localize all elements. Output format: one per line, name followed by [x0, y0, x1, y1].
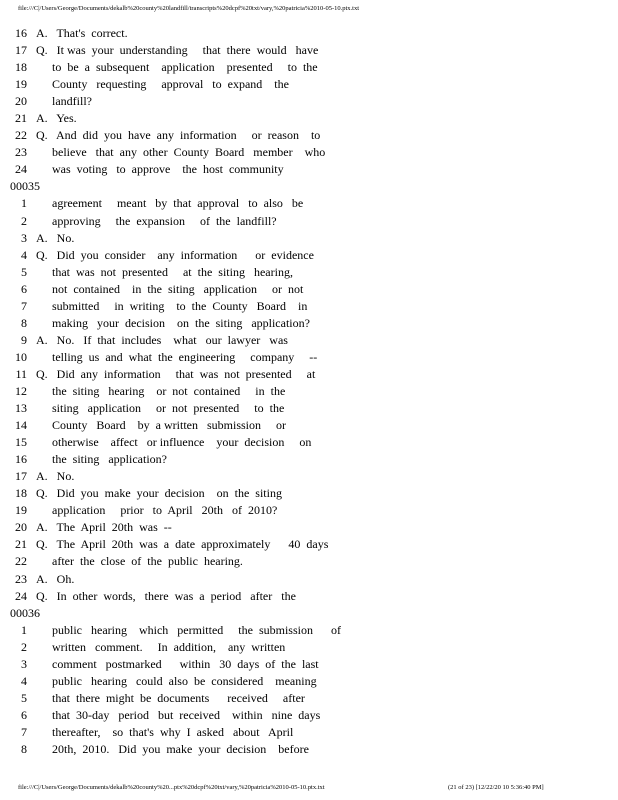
- transcript-line: [10, 110, 610, 127]
- page-footer: [18, 784, 608, 791]
- transcript-line: [10, 690, 610, 707]
- page-marker: [10, 605, 610, 622]
- line-text: A. Yes.: [36, 111, 77, 126]
- line-text: 20th, 2010. Did you make your decision before: [52, 741, 309, 756]
- line-text: believe that any other County Board member who: [52, 145, 326, 160]
- line-text: siting application or not presented to the: [52, 401, 285, 416]
- line-text: Q. Did any information that was not presented at: [36, 366, 316, 381]
- transcript-line: [10, 332, 610, 349]
- transcript-line: [10, 59, 610, 76]
- transcript-line: [10, 195, 610, 212]
- line-number: 2: [21, 213, 27, 228]
- transcript-line: [10, 451, 610, 468]
- line-text: Q. Did you make your decision on the siting: [36, 486, 282, 501]
- transcript-line: [10, 298, 610, 315]
- transcript-line: [10, 247, 610, 264]
- transcript-line: [10, 264, 610, 281]
- line-number: 21: [15, 111, 27, 126]
- line-number: 6: [21, 281, 27, 296]
- line-number: 6: [21, 707, 27, 722]
- line-text: to be a subsequent application presented to the: [52, 60, 318, 75]
- line-text: after the close of the public hearing.: [52, 554, 243, 569]
- line-text: that was not presented at the siting hearing,: [52, 264, 293, 279]
- transcript-line: [10, 468, 610, 485]
- transcript-line: [10, 25, 610, 42]
- line-text: Q. Did you consider any information or evidence: [36, 247, 314, 262]
- line-number: 8: [21, 315, 27, 330]
- transcript-line: [10, 434, 610, 451]
- line-text: thereafter, so that's why I asked about April: [52, 724, 294, 739]
- transcript-line: [10, 315, 610, 332]
- line-number: 19: [15, 77, 27, 92]
- line-number: 3: [21, 656, 27, 671]
- line-number: 12: [15, 383, 27, 398]
- line-number: 2: [21, 639, 27, 654]
- line-text: submitted in writing to the County Board in: [52, 298, 308, 313]
- line-number: 24: [15, 588, 27, 603]
- line-text: written comment. In addition, any written: [52, 639, 286, 654]
- transcript-line: [10, 127, 610, 144]
- line-number: 18: [15, 60, 27, 75]
- transcript-line: [10, 400, 610, 417]
- line-text: A. The April 20th was --: [36, 520, 172, 535]
- footer-file-path: file:///C|/Users/George/Documents/dekalb%20county%20...ptx%20dcpf%20txt/vary,%20patricia%2010-05-10.ptx.txt: [18, 784, 325, 791]
- line-number: 4: [21, 247, 27, 262]
- transcript-line: [10, 741, 610, 758]
- transcript-line: [10, 519, 610, 536]
- transcript-line: [10, 724, 610, 741]
- line-text: Q. In other words, there was a period after the: [36, 588, 296, 603]
- line-number: 23: [15, 145, 27, 160]
- transcript-line: [10, 383, 610, 400]
- transcript-line: [10, 707, 610, 724]
- line-number: 21: [15, 537, 27, 552]
- line-number: 13: [15, 401, 27, 416]
- line-text: making your decision on the siting application?: [52, 315, 310, 330]
- transcript-line: [10, 213, 610, 230]
- transcript-line: [10, 588, 610, 605]
- line-text: approving the expansion of the landfill?: [52, 213, 277, 228]
- line-number: 20: [15, 94, 27, 109]
- line-number: 7: [21, 298, 27, 313]
- transcript-line: [10, 93, 610, 110]
- transcript-line: [10, 417, 610, 434]
- line-number: 17: [15, 43, 27, 58]
- line-number: 14: [15, 418, 27, 433]
- line-text: that 30-day period but received within nine days: [52, 707, 321, 722]
- line-text: A. Oh.: [36, 571, 75, 586]
- line-number: 5: [21, 690, 27, 705]
- line-number: 24: [15, 162, 27, 177]
- line-text: A. No.: [36, 230, 75, 245]
- line-text: A. No. If that includes what our lawyer was: [36, 332, 288, 347]
- transcript-body: [10, 25, 610, 758]
- transcript-line: [10, 230, 610, 247]
- line-number: 3: [21, 230, 27, 245]
- line-text: A. No.: [36, 469, 75, 484]
- line-number: 1: [21, 622, 27, 637]
- line-text: A. That's correct.: [36, 26, 128, 40]
- line-number: 8: [21, 741, 27, 756]
- transcript-line: [10, 161, 610, 178]
- transcript-line: [10, 656, 610, 673]
- line-number: 22: [15, 128, 27, 143]
- line-text: public hearing which permitted the submission of: [52, 622, 341, 637]
- line-text: not contained in the siting application or not: [52, 281, 304, 296]
- page-number: 00035: [10, 179, 40, 194]
- line-number: 22: [15, 554, 27, 569]
- transcript-line: [10, 622, 610, 639]
- line-text: agreement meant by that approval to also be: [52, 196, 304, 211]
- footer-page-info: (21 of 23) [12/22/20 10 5:36:40 PM]: [448, 784, 544, 791]
- line-text: that there might be documents received after: [52, 690, 305, 705]
- line-number: 20: [15, 520, 27, 535]
- transcript-line: [10, 76, 610, 93]
- transcript-line: [10, 144, 610, 161]
- transcript-line: [10, 502, 610, 519]
- line-text: application prior to April 20th of 2010?: [52, 503, 278, 518]
- line-number: 23: [15, 571, 27, 586]
- line-number: 10: [15, 349, 27, 364]
- file-path-header: file:///C|/Users/George/Documents/dekalb%20county%20landfill/transcripts%20dcpf%20txt/vary,%20patricia%2010-05-10.ptx.txt: [18, 5, 360, 12]
- line-number: 15: [15, 435, 27, 450]
- line-number: 17: [15, 469, 27, 484]
- line-text: County Board by a written submission or: [52, 418, 286, 433]
- line-text: the siting hearing or not contained in the: [52, 383, 286, 398]
- line-text: comment postmarked within 30 days of the last: [52, 656, 319, 671]
- transcript-line: [10, 571, 610, 588]
- line-number: 16: [15, 26, 27, 40]
- transcript-line: [10, 42, 610, 59]
- line-text: telling us and what the engineering company --: [52, 349, 318, 364]
- line-number: 9: [21, 332, 27, 347]
- transcript-line: [10, 536, 610, 553]
- page-number: 00036: [10, 605, 40, 620]
- line-text: public hearing could also be considered meaning: [52, 673, 317, 688]
- line-text: County requesting approval to expand the: [52, 77, 289, 92]
- transcript-line: [10, 349, 610, 366]
- transcript-line: [10, 639, 610, 656]
- transcript-line: [10, 485, 610, 502]
- line-text: otherwise affect or influence your decision on: [52, 435, 312, 450]
- transcript-line: [10, 366, 610, 383]
- line-number: 18: [15, 486, 27, 501]
- line-text: Q. It was your understanding that there would have: [36, 43, 319, 58]
- line-text: was voting to approve the host community: [52, 162, 284, 177]
- transcript-line: [10, 553, 610, 570]
- transcript-line: [10, 281, 610, 298]
- line-number: 11: [15, 366, 27, 381]
- line-number: 16: [15, 452, 27, 467]
- line-number: 19: [15, 503, 27, 518]
- line-text: Q. And did you have any information or reason to: [36, 128, 321, 143]
- line-text: Q. The April 20th was a date approximately 40 days: [36, 537, 329, 552]
- transcript-line: [10, 673, 610, 690]
- line-number: 5: [21, 264, 27, 279]
- line-number: 7: [21, 724, 27, 739]
- line-text: the siting application?: [52, 452, 167, 467]
- page-marker: [10, 178, 610, 195]
- line-number: 1: [21, 196, 27, 211]
- line-number: 4: [21, 673, 27, 688]
- line-text: landfill?: [52, 94, 92, 109]
